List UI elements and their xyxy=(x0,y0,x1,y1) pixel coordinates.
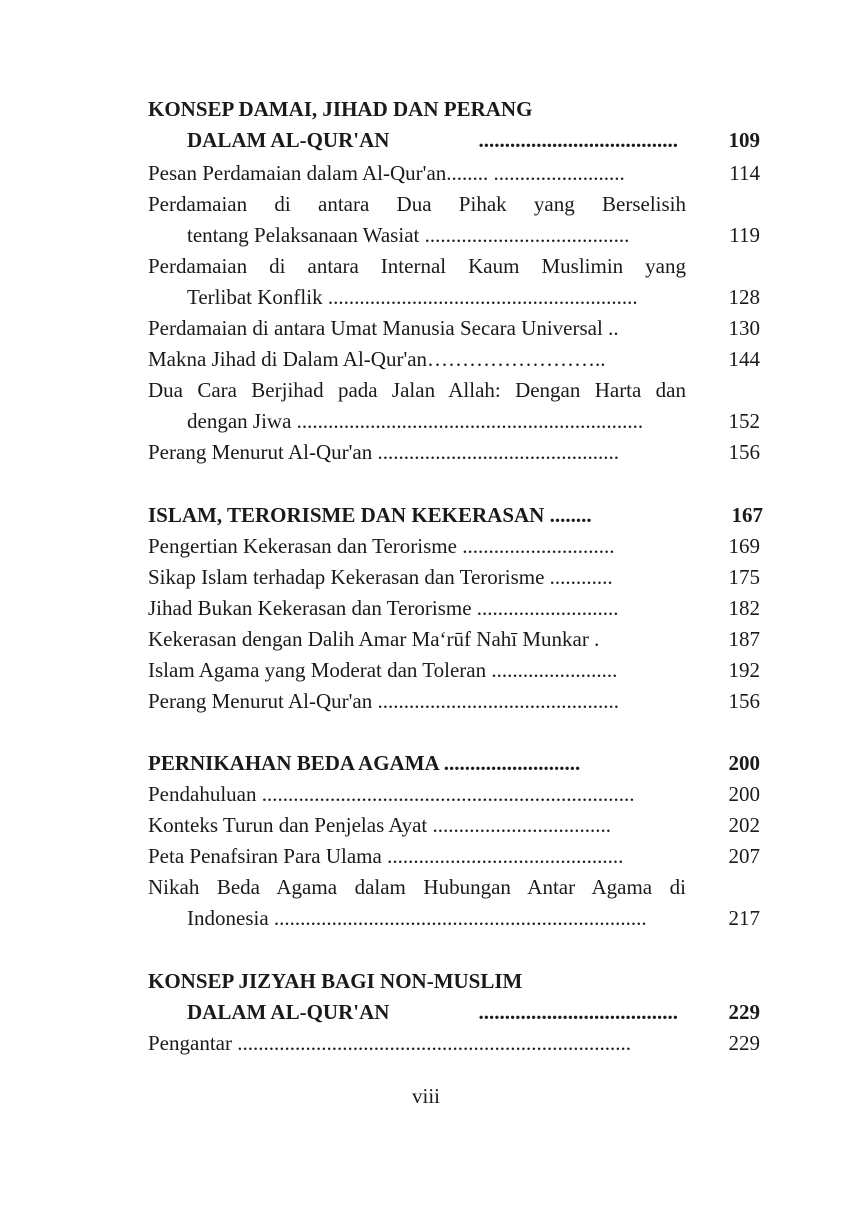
section-heading-cont[interactable] xyxy=(187,125,760,156)
section-heading[interactable] xyxy=(148,966,760,997)
folio-page-number: viii xyxy=(411,1084,440,1108)
entry-title: Sikap Islam terhadap Kekerasan dan Terorisme ............ xyxy=(148,565,613,589)
section-heading[interactable] xyxy=(148,748,760,779)
page-number: 192 xyxy=(728,658,760,682)
entry-title-cont: Indonesia ....................................................................... xyxy=(187,906,647,930)
entry-title: Islam Agama yang Moderat dan Toleran ........................ xyxy=(148,658,618,682)
page-number: 156 xyxy=(728,689,760,713)
toc-entry[interactable] xyxy=(148,779,760,810)
page-number: 217 xyxy=(728,906,760,930)
section-title: PERNIKAHAN BEDA AGAMA .......................... xyxy=(148,751,581,775)
toc-entry[interactable] xyxy=(148,344,760,375)
toc-entry[interactable] xyxy=(148,531,760,562)
page-number: 169 xyxy=(728,534,760,558)
toc-entry-cont[interactable] xyxy=(187,282,760,313)
entry-title: Perdamaian di antara Dua Pihak yang Berselisih xyxy=(148,192,686,216)
section-heading[interactable] xyxy=(148,94,760,125)
entry-title: Perdamaian di antara Umat Manusia Secara Universal .. xyxy=(148,316,619,340)
page-number: 156 xyxy=(728,440,760,464)
page-number: 175 xyxy=(728,565,760,589)
toc-entry[interactable] xyxy=(148,313,760,344)
entry-title: Pesan Perdamaian dalam Al-Qur'an........ ......................... xyxy=(148,161,625,185)
toc-entry[interactable] xyxy=(148,158,760,189)
page-number: 167 xyxy=(731,503,763,527)
entry-title: Makna Jihad di Dalam Al-Qur'an…………………….. xyxy=(148,347,606,371)
page-number: 119 xyxy=(729,223,760,247)
toc-entry[interactable] xyxy=(148,562,760,593)
section-title-cont: DALAM AL-QUR'AN xyxy=(187,1000,390,1024)
toc-entry[interactable] xyxy=(148,251,760,282)
section-title: KONSEP JIZYAH BAGI NON-MUSLIM xyxy=(148,969,523,993)
toc-entry[interactable] xyxy=(148,624,760,655)
toc-entry[interactable] xyxy=(148,1028,760,1059)
page-number: 200 xyxy=(728,782,760,806)
toc-entry[interactable] xyxy=(148,686,760,717)
leader-dots: ...................................... xyxy=(478,1000,678,1024)
entry-title: Dua Cara Berjihad pada Jalan Allah: Dengan Harta dan xyxy=(148,378,686,402)
entry-title: Perang Menurut Al-Qur'an .............................................. xyxy=(148,440,619,464)
entry-title-cont: Terlibat Konflik ........................................................... xyxy=(187,285,638,309)
toc-entry[interactable] xyxy=(148,375,760,406)
toc-entry[interactable] xyxy=(148,841,760,872)
page-number: 114 xyxy=(729,161,760,185)
toc-entry[interactable] xyxy=(148,189,760,220)
page-number: 130 xyxy=(728,316,760,340)
entry-title: Peta Penafsiran Para Ulama ............................................. xyxy=(148,844,624,868)
entry-title: Pengertian Kekerasan dan Terorisme ............................. xyxy=(148,534,615,558)
toc-entry[interactable] xyxy=(148,810,760,841)
page-number: 229 xyxy=(728,1031,760,1055)
toc-entry[interactable] xyxy=(148,872,760,903)
page-number: 144 xyxy=(728,347,760,371)
page-number: 182 xyxy=(728,596,760,620)
entry-title: Nikah Beda Agama dalam Hubungan Antar Agama di xyxy=(148,875,686,899)
toc-entry[interactable] xyxy=(148,437,760,468)
section-heading-cont[interactable] xyxy=(187,997,760,1028)
page-number: 128 xyxy=(728,285,760,309)
entry-title: Pengantar ........................................................................... xyxy=(148,1031,631,1055)
section-title: ISLAM, TERORISME DAN KEKERASAN ........ xyxy=(148,503,592,527)
entry-title: Jihad Bukan Kekerasan dan Terorisme ........................... xyxy=(148,596,619,620)
toc-entry[interactable] xyxy=(148,593,760,624)
entry-title-cont: tentang Pelaksanaan Wasiat ....................................... xyxy=(187,223,630,247)
entry-title: Perdamaian di antara Internal Kaum Muslimin yang xyxy=(148,254,686,278)
entry-title: Kekerasan dengan Dalih Amar Ma‘rūf Nahī Munkar . xyxy=(148,627,600,651)
section-title: KONSEP DAMAI, JIHAD DAN PERANG xyxy=(148,97,533,121)
page-number: 109 xyxy=(728,128,760,152)
page-number: 202 xyxy=(728,813,760,837)
page-number: 229 xyxy=(728,1000,760,1024)
section-title-cont: DALAM AL-QUR'AN xyxy=(187,128,390,152)
entry-title-cont: dengan Jiwa .................................................................. xyxy=(187,409,644,433)
toc-entry[interactable] xyxy=(148,655,760,686)
leader-dots: ...................................... xyxy=(478,128,678,152)
page-number: 187 xyxy=(728,627,760,651)
page-number: 207 xyxy=(728,844,760,868)
entry-title: Perang Menurut Al-Qur'an .............................................. xyxy=(148,689,619,713)
toc-entry-cont[interactable] xyxy=(187,220,760,251)
toc-entry-cont[interactable] xyxy=(187,903,760,934)
page-number: 200 xyxy=(728,751,760,775)
entry-title: Konteks Turun dan Penjelas Ayat .................................. xyxy=(148,813,611,837)
entry-title: Pendahuluan ....................................................................... xyxy=(148,782,635,806)
page-number: 152 xyxy=(728,409,760,433)
section-heading[interactable] xyxy=(148,500,763,531)
toc-entry-cont[interactable] xyxy=(187,406,760,437)
